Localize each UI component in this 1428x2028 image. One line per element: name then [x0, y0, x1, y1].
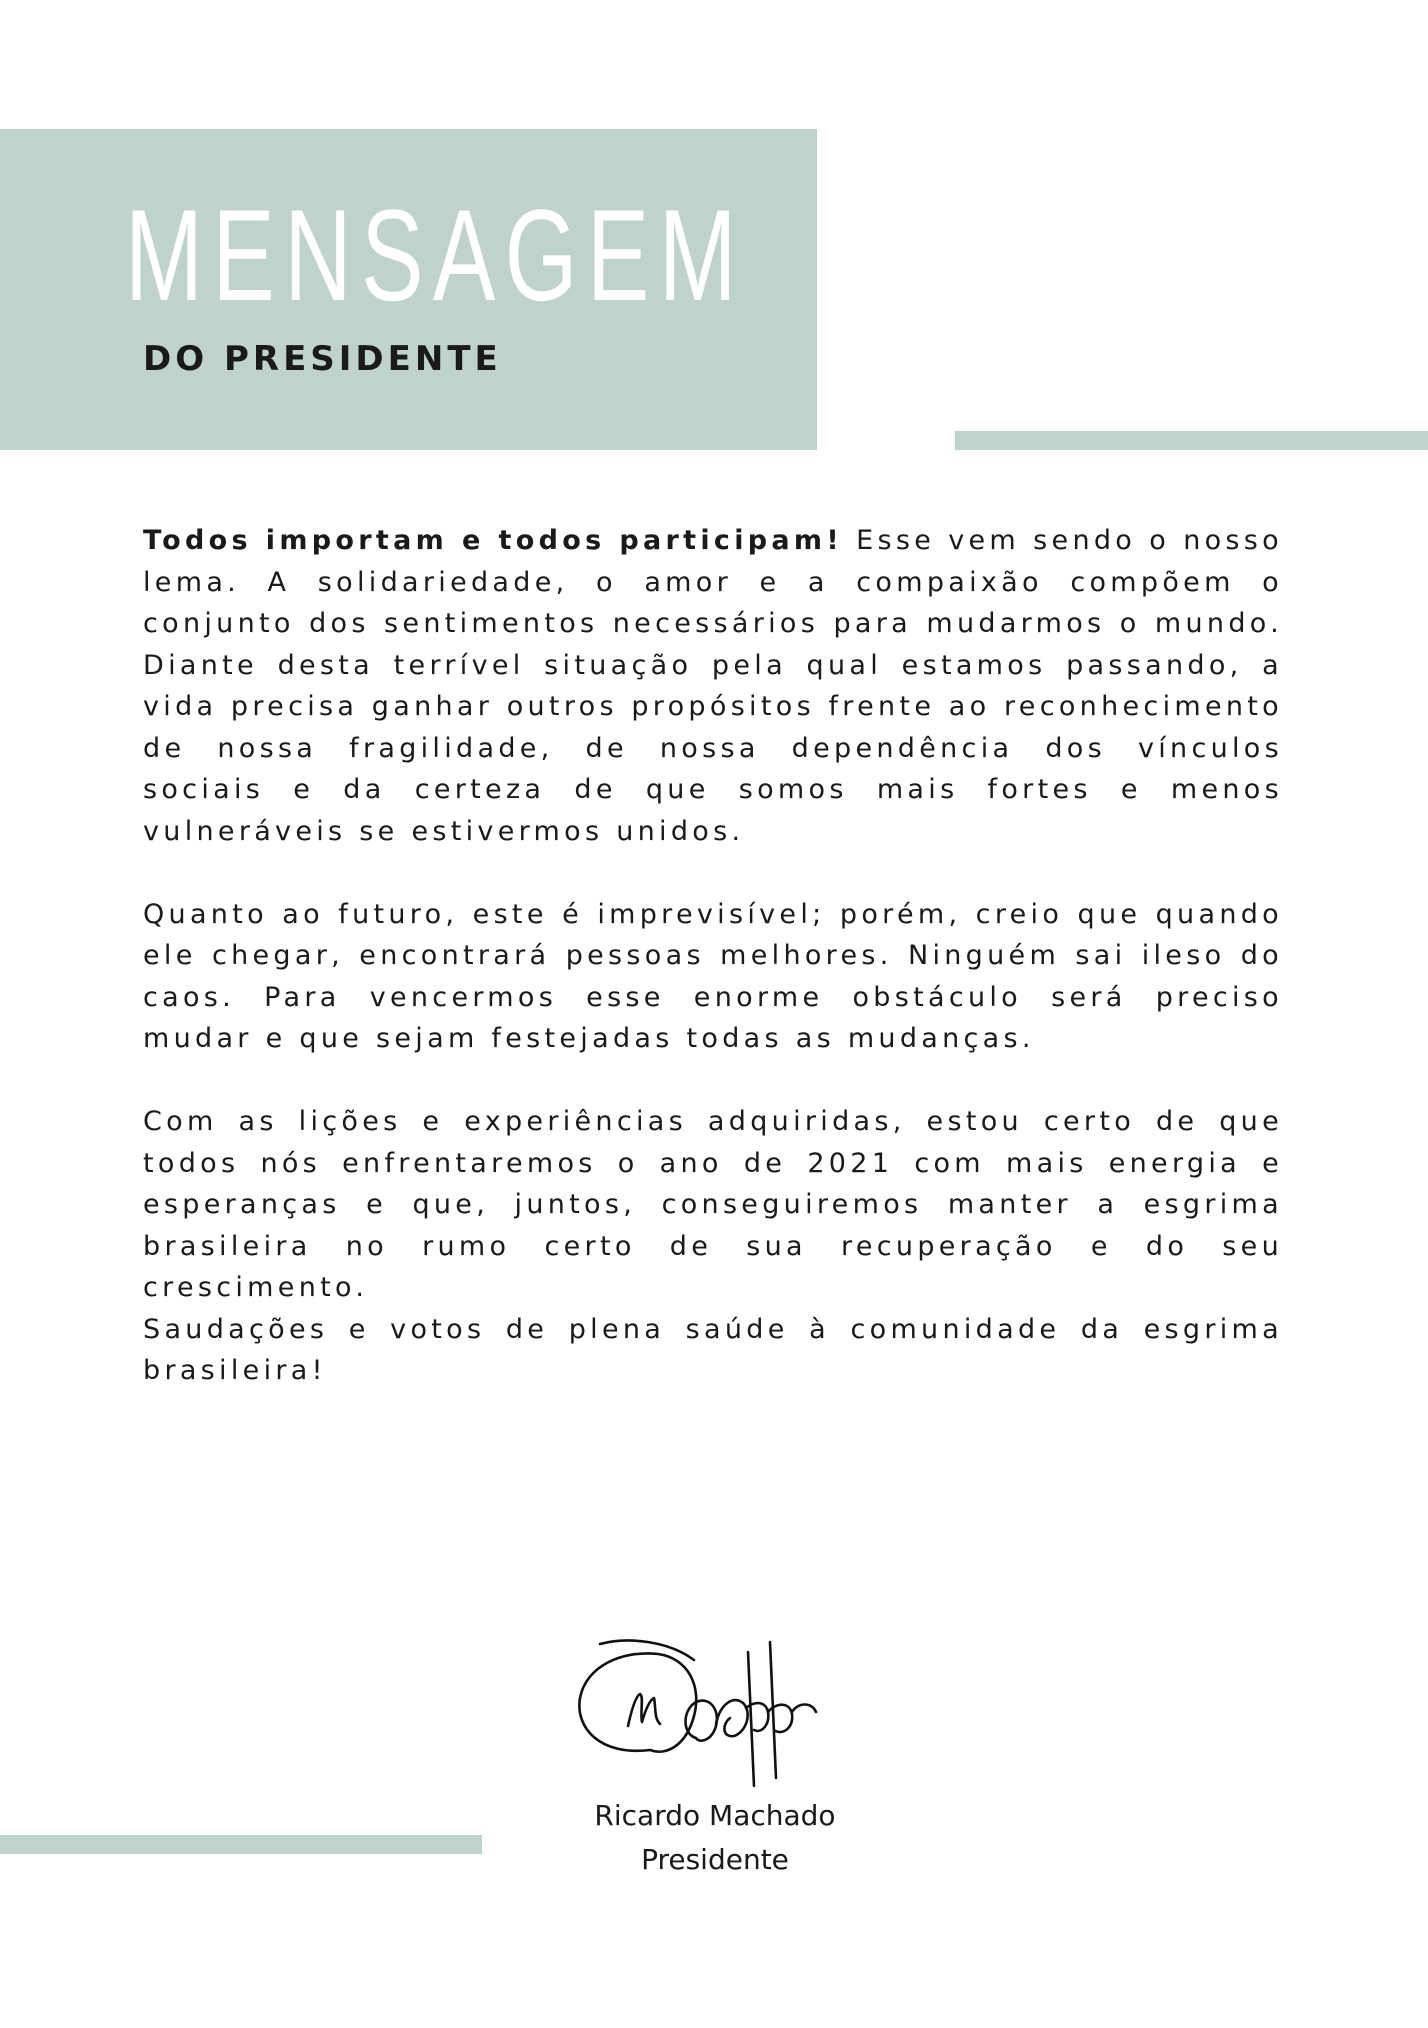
paragraph-2: Quanto ao futuro, este é imprevisível; porém, creio que quando ele chegar, encontrará pessoas melhores. Ninguém sai ileso do caos. Para vencermos esse enorme obstáculo será preciso mudar e que sejam festejadas todas as mudanças.	[143, 898, 1283, 1054]
signatory-name: Ricardo Machado	[594, 1799, 836, 1832]
decorative-bar-top	[955, 431, 1428, 450]
handwritten-signature	[570, 1638, 860, 1790]
page-subtitle: DO PRESIDENTE	[143, 339, 502, 379]
paragraph-1	[143, 520, 1283, 852]
paragraph-1-text: Esse vem sendo o nosso lema. A solidariedade, o amor e a compaixão compõem o conjunto dos sentimentos necessários para mudarmos o mundo. Diante desta terrível situação pela qual estamos passando, a vida precisa ganhar outros propósitos frente ao reconhecimento de nossa fragilidade, de nossa dependência dos vínculos sociais e da certeza de que somos mais fortes e menos vulneráveis se estivermos unidos.	[143, 525, 1283, 847]
decorative-bar-bottom	[0, 1835, 482, 1854]
paragraph-3: Com as lições e experiências adquiridas, estou certo de que todos nós enfrentaremos o ano de 2021 com mais energia e esperanças e que, juntos, conseguiremos manter a esgrima brasileira no rumo certo de sua recuperação e do seu crescimento.	[143, 1106, 1283, 1303]
paragraph-4: Saudações e votos de plena saúde à comunidade da esgrima brasileira!	[143, 1313, 1283, 1386]
signatory-role: Presidente	[641, 1843, 789, 1876]
paragraph-1-lead: Todos importam e todos participam!	[143, 525, 843, 556]
page-title: MENSAGEM	[125, 182, 746, 328]
message-body	[143, 520, 1283, 1392]
